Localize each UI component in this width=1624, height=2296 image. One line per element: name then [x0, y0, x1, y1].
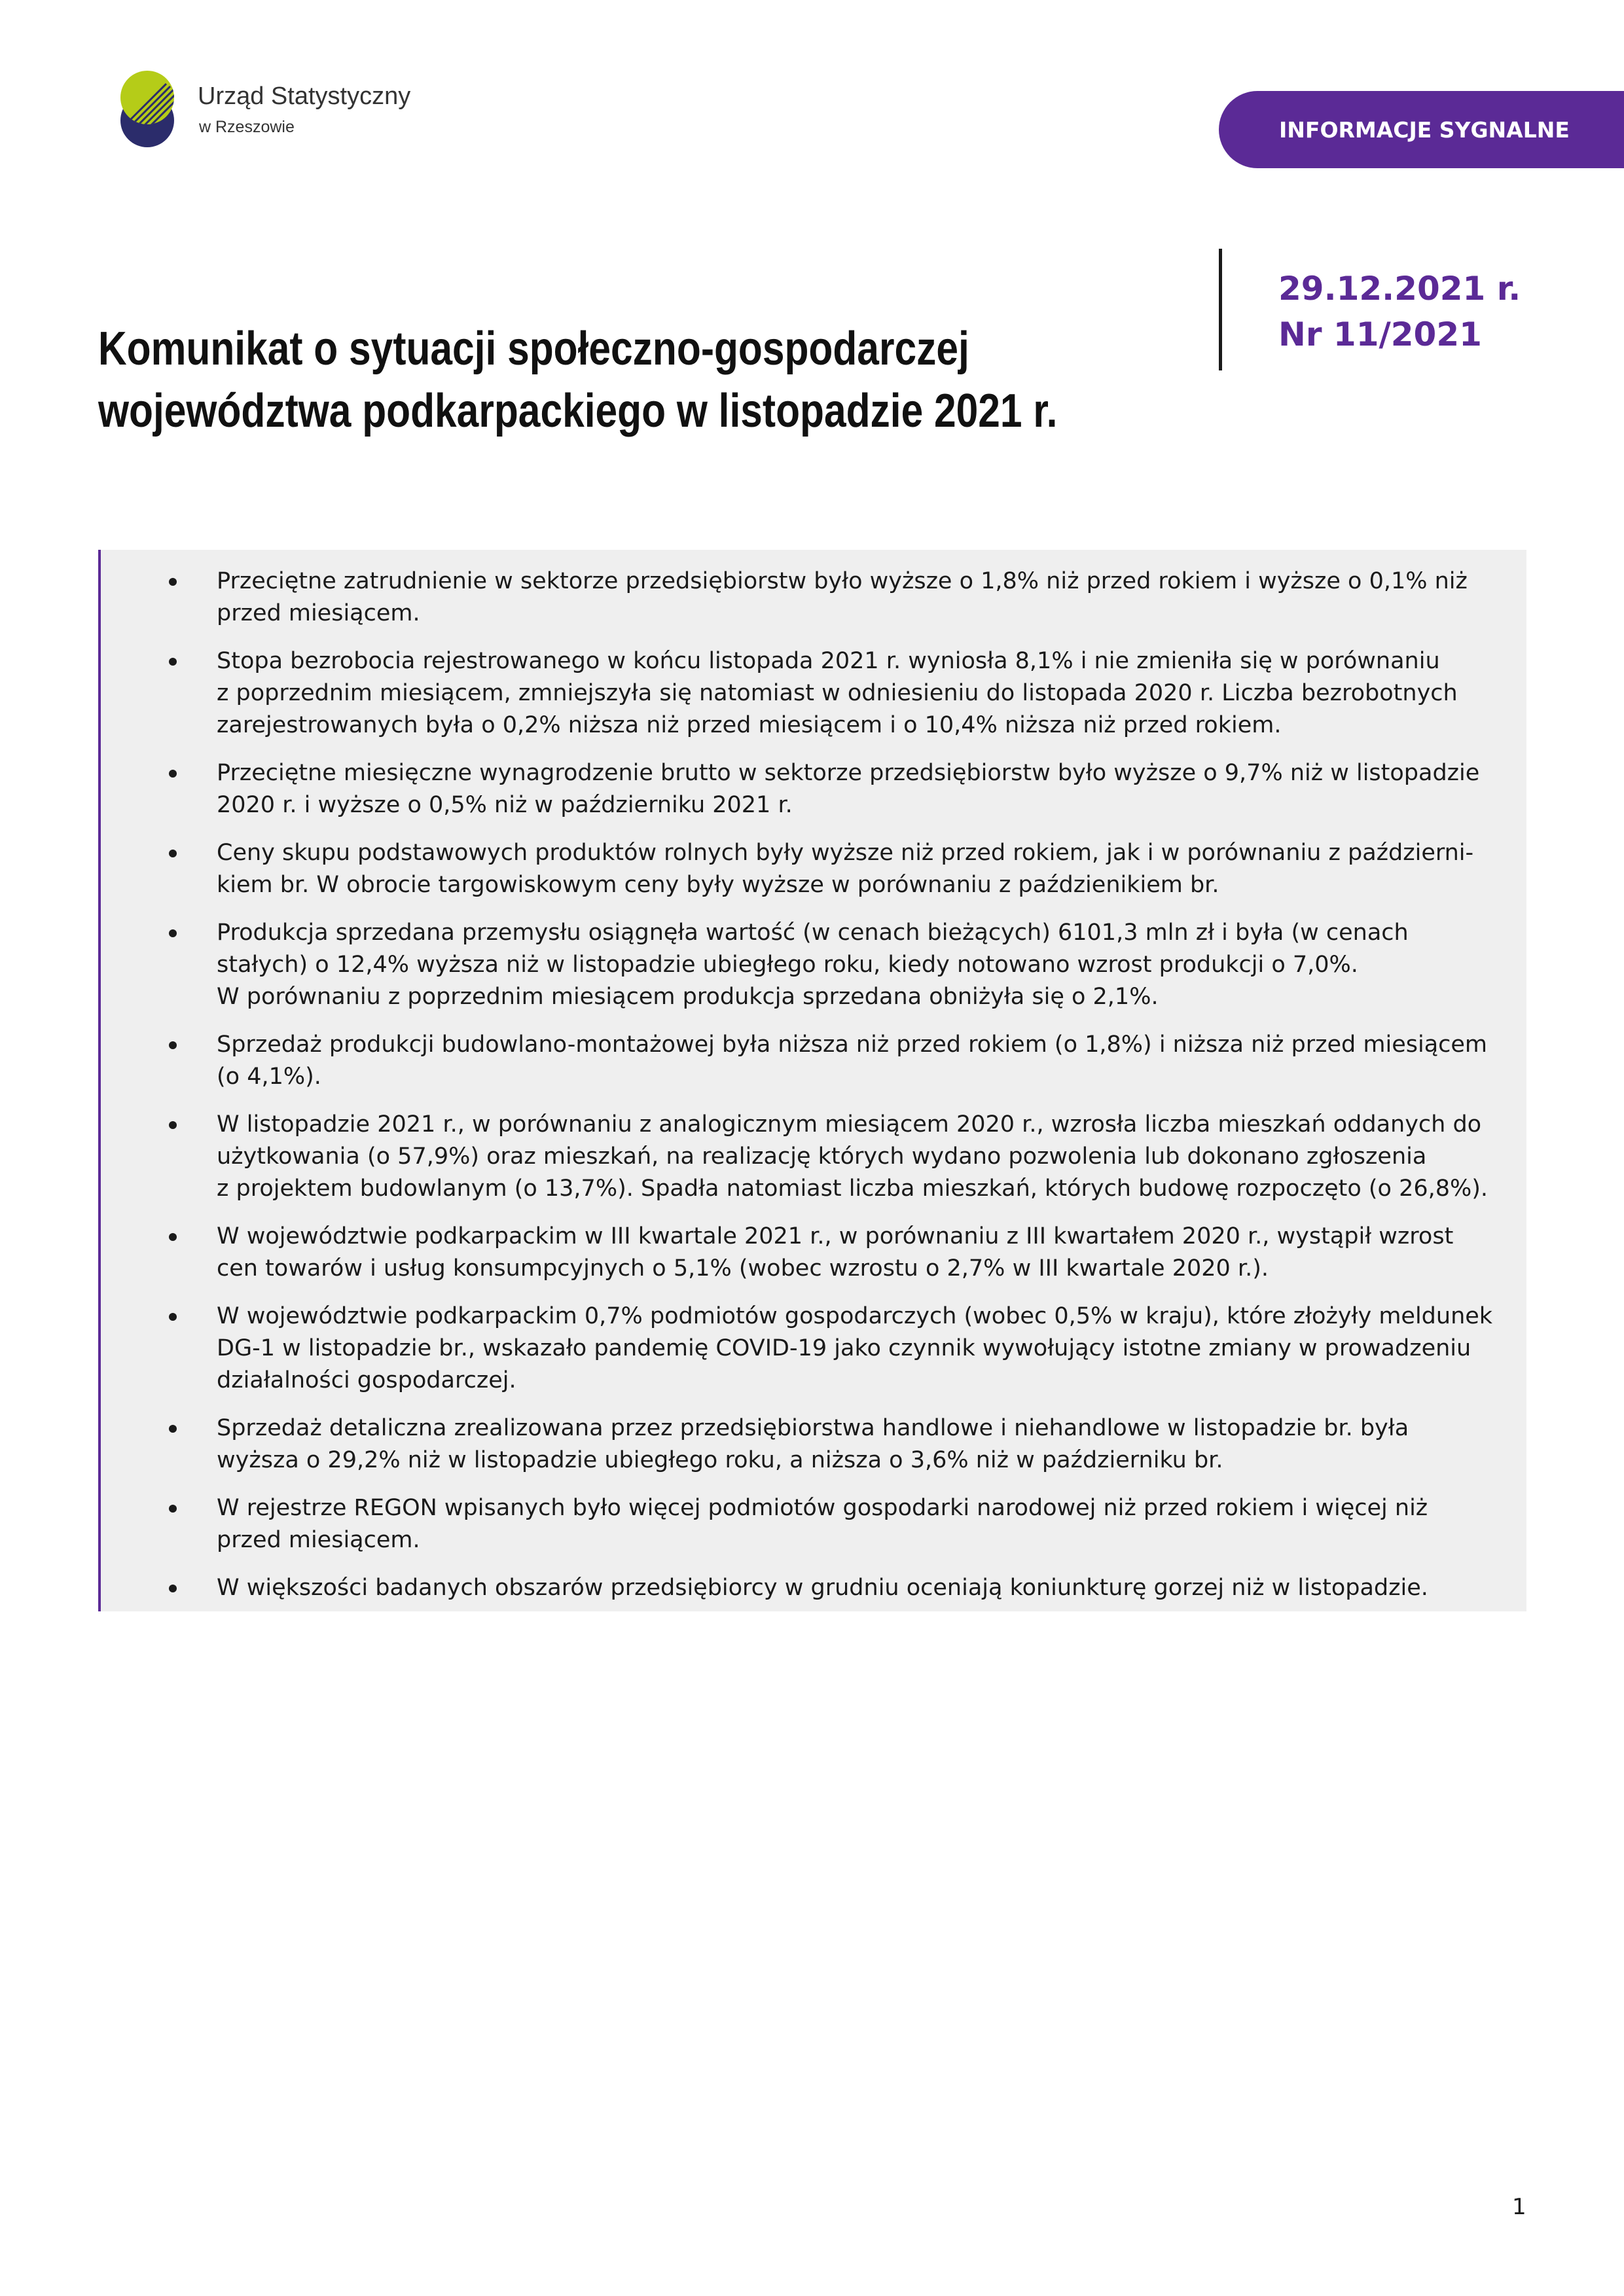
summary-item-line: W województwie podkarpackim 0,7% podmiotów gospodarczych (wobec 0,5% w kraju), które złożyły meldunek — [217, 1303, 1493, 1329]
release-date: 29.12.2021 r. — [1278, 270, 1521, 308]
bullet-dot-icon — [169, 1585, 177, 1592]
summary-item-line: użytkowania (o 57,9%) oraz mieszkań, na realizację których wydano pozwolenia lub dokonano zgłoszenia — [217, 1143, 1427, 1170]
bullet-dot-icon — [169, 1505, 177, 1513]
summary-item-line: Sprzedaż detaliczna zrealizowana przez przedsiębiorstwa handlowe i niehandlowe w listopadzie br. była — [217, 1415, 1409, 1441]
summary-item-line: 2020 r. i wyższe o 0,5% niż w październiku 2021 r. — [217, 792, 793, 818]
bullet-dot-icon — [169, 658, 177, 666]
summary-item-line: Produkcja sprzedana przemysłu osiągnęła wartość (w cenach bieżących) 6101,3 mln zł i była (w cenach — [217, 920, 1409, 946]
summary-item-line: stałych) o 12,4% wyższa niż w listopadzie ubiegłego roku, kiedy notowano wzrost produkcji o 7,0%. — [217, 952, 1358, 978]
bullet-dot-icon — [169, 1425, 177, 1433]
summary-item — [101, 1221, 1526, 1285]
summary-item-line: Ceny skupu podstawowych produktów rolnych były wyższe niż przed rokiem, jak i w porównaniu z październi- — [217, 840, 1474, 866]
summary-item — [101, 1412, 1526, 1477]
summary-item-line: Przeciętne miesięczne wynagrodzenie brutto w sektorze przedsiębiorstw było wyższe o 9,7% niż w listopadzie — [217, 760, 1480, 786]
page-title — [98, 318, 1058, 442]
summary-item-line: przed miesiącem. — [217, 1527, 420, 1553]
summary-item-line: (o 4,1%). — [217, 1064, 321, 1090]
summary-item-line: wyższa o 29,2% niż w listopadzie ubiegłego roku, a niższa o 3,6% niż w październiku br. — [217, 1447, 1223, 1473]
bullet-dot-icon — [169, 1041, 177, 1049]
summary-item — [101, 645, 1526, 742]
summary-item-line: W porównaniu z poprzednim miesiącem produkcja sprzedana obniżyła się o 2,1%. — [217, 984, 1159, 1010]
bullet-dot-icon — [169, 1233, 177, 1241]
logo-subtitle: w Rzeszowie — [199, 118, 295, 136]
page-title-line: Komunikat o sytuacji społeczno-gospodarczej — [98, 323, 969, 375]
summary-item-line: W województwie podkarpackim w III kwartale 2021 r., w porównaniu z III kwartałem 2020 r., wystąpił wzrost — [217, 1223, 1454, 1249]
logo-title: Urząd Statystyczny — [198, 82, 411, 110]
page-number: 1 — [1512, 2194, 1526, 2220]
summary-item-line: z poprzednim miesiącem, zmniejszyła się natomiast w odniesieniu do listopada 2020 r. Liczba bezrobotnych — [217, 680, 1458, 706]
summary-item-line: zarejestrowanych była o 0,2% niższa niż przed miesiącem i o 10,4% niższa niż przed rokiem. — [217, 712, 1282, 738]
summary-item-line: cen towarów i usług konsumpcyjnych o 5,1% (wobec wzrostu o 2,7% w III kwartale 2020 r.). — [217, 1255, 1269, 1282]
summary-item — [101, 1029, 1526, 1093]
summary-item — [101, 1109, 1526, 1205]
bullet-dot-icon — [169, 770, 177, 778]
summary-item-line: W listopadzie 2021 r., w porównaniu z analogicznym miesiącem 2020 r., wzrosła liczba mieszkań oddanych do — [217, 1111, 1482, 1138]
logo — [106, 68, 411, 153]
summary-item-line: Stopa bezrobocia rejestrowanego w końcu listopada 2021 r. wyniosła 8,1% i nie zmieniła się w porównaniu — [217, 648, 1440, 674]
summary-item-line: przed miesiącem. — [217, 600, 420, 626]
summary-item-line: W większości badanych obszarów przedsiębiorcy w grudniu oceniają koniunkturę gorzej niż w listopadzie. — [217, 1575, 1428, 1601]
release-info — [1278, 266, 1521, 357]
summary-item-line: Sprzedaż produkcji budowlano-montażowej była niższa niż przed rokiem (o 1,8%) i niższa niż przed miesiącem — [217, 1031, 1488, 1058]
summary-item-line: DG-1 w listopadzie br., wskazało pandemię COVID-19 jako czynnik wywołujący istotne zmiany w prowadzeniu — [217, 1335, 1471, 1361]
bullet-dot-icon — [169, 850, 177, 857]
statistics-office-logo-icon — [106, 68, 189, 151]
publication-type-badge: INFORMACJE SYGNALNE — [1219, 91, 1624, 168]
summary-item — [101, 1300, 1526, 1397]
summary-item — [101, 917, 1526, 1013]
summary-item-line: kiem br. W obrocie targowiskowym ceny były wyższe w porównaniu z paździenikiem br. — [217, 872, 1219, 898]
summary-list — [101, 565, 1526, 1620]
page-title-line: województwa podkarpackiego w listopadzie 2021 r. — [98, 385, 1058, 437]
date-divider — [1219, 249, 1222, 370]
summary-item — [101, 1572, 1526, 1604]
summary-item — [101, 837, 1526, 901]
bullet-dot-icon — [169, 1121, 177, 1129]
bullet-dot-icon — [169, 1313, 177, 1321]
bullet-dot-icon — [169, 929, 177, 937]
summary-item-line: Przeciętne zatrudnienie w sektorze przedsiębiorstw było wyższe o 1,8% niż przed rokiem i wyższe o 0,1% niż — [217, 568, 1468, 594]
summary-item-line: z projektem budowlanym (o 13,7%). Spadła natomiast liczba mieszkań, których budowę rozpoczęto (o 26,8%). — [217, 1175, 1489, 1202]
summary-item-line: W rejestrze REGON wpisanych było więcej podmiotów gospodarki narodowej niż przed rokiem i więcej niż — [217, 1495, 1428, 1521]
summary-item — [101, 757, 1526, 821]
release-number: Nr 11/2021 — [1278, 315, 1482, 353]
summary-item — [101, 1492, 1526, 1556]
summary-item-line: działalności gospodarczej. — [217, 1367, 516, 1393]
bullet-dot-icon — [169, 578, 177, 586]
summary-item — [101, 565, 1526, 630]
summary-box — [98, 550, 1526, 1611]
